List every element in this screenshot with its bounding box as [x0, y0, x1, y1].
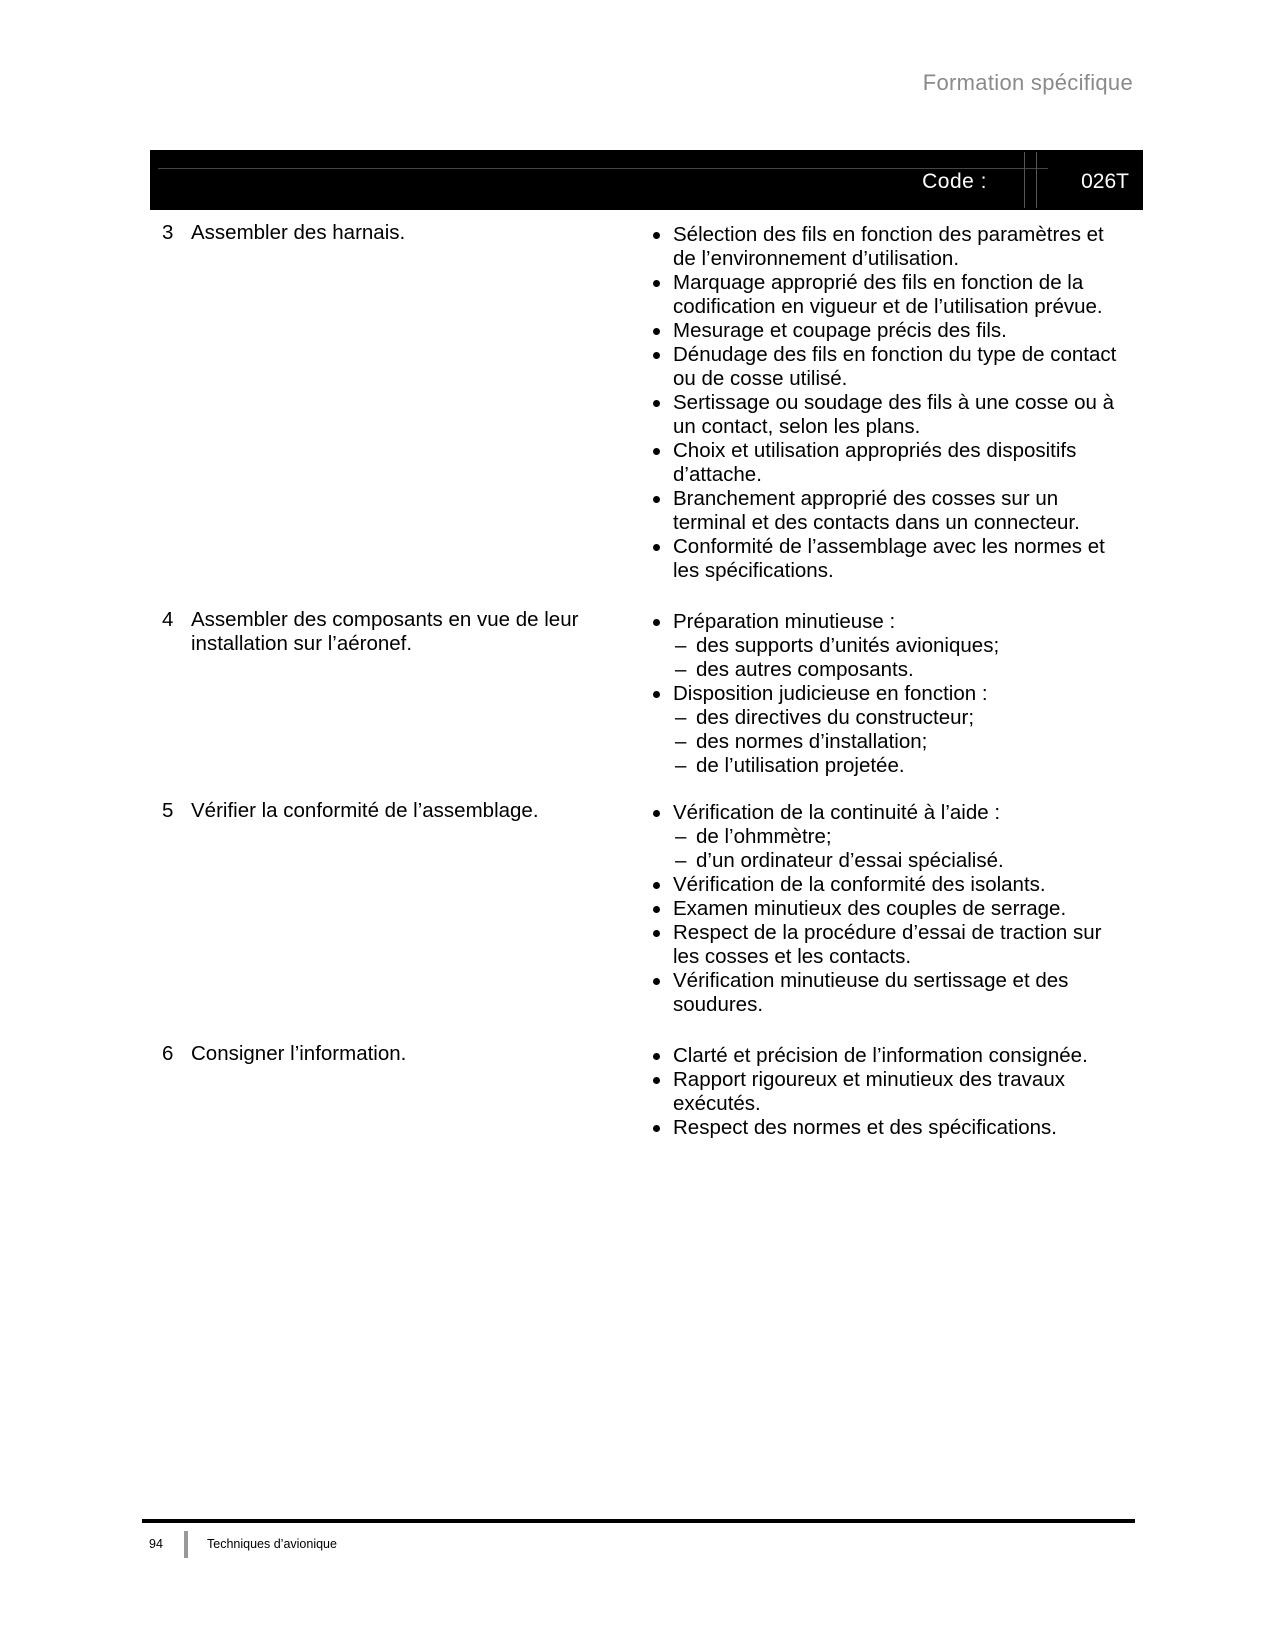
step-number: 3 — [162, 221, 174, 244]
criterion: Vérification minutieuse du sertissage et des soudures. — [650, 969, 1130, 1017]
sub-criterion: – des normes d’installation; — [650, 730, 1130, 754]
sub-criterion: – de l’ohmmètre; — [650, 825, 1130, 849]
footer-rule — [142, 1519, 1135, 1523]
criteria-list — [650, 801, 1130, 1017]
step-text: Consigner l’information. — [191, 1042, 407, 1065]
step-number: 4 — [162, 608, 174, 631]
criterion: Respect de la procédure d’essai de traction sur les cosses et les contacts. — [650, 921, 1130, 969]
code-separator — [1036, 152, 1037, 208]
running-header: Formation spécifique — [922, 70, 1133, 95]
code-value: 026T — [1081, 170, 1129, 193]
criterion: Disposition judicieuse en fonction : — [650, 682, 1130, 706]
code-bar — [150, 150, 1143, 210]
criterion: Préparation minutieuse : — [650, 610, 1130, 634]
criteria-list — [650, 223, 1130, 583]
criterion: Marquage approprié des fils en fonction de la codification en vigueur et de l’utilisation prévue. — [650, 271, 1130, 319]
step — [162, 221, 602, 245]
sub-criterion: – des supports d’unités avioniques; — [650, 634, 1130, 658]
criterion: Branchement approprié des cosses sur un terminal et des contacts dans un connecteur. — [650, 487, 1130, 535]
criterion: Respect des normes et des spécifications. — [650, 1116, 1130, 1140]
criterion: Sertissage ou soudage des fils à une cosse ou à un contact, selon les plans. — [650, 391, 1130, 439]
sub-criterion: – des directives du constructeur; — [650, 706, 1130, 730]
criterion: Examen minutieux des couples de serrage. — [650, 897, 1130, 921]
step — [162, 608, 602, 656]
criteria-list — [650, 1044, 1130, 1140]
code-label: Code : — [922, 170, 987, 193]
criterion: Sélection des fils en fonction des paramètres et de l’environnement d’utilisation. — [650, 223, 1130, 271]
sub-criterion: – des autres composants. — [650, 658, 1130, 682]
code-separator — [1024, 152, 1025, 208]
criterion: Conformité de l’assemblage avec les normes et les spécifications. — [650, 535, 1130, 583]
criterion: Choix et utilisation appropriés des dispositifs d’attache. — [650, 439, 1130, 487]
criterion: Rapport rigoureux et minutieux des travaux exécutés. — [650, 1068, 1130, 1116]
criterion: Dénudage des fils en fonction du type de contact ou de cosse utilisé. — [650, 343, 1130, 391]
criteria-list — [650, 610, 1130, 778]
step — [162, 1042, 602, 1066]
criterion: Vérification de la continuité à l’aide : — [650, 801, 1130, 825]
header-rule — [158, 168, 1048, 169]
footer-title: Techniques d’avionique — [207, 1537, 337, 1551]
step-number: 6 — [162, 1042, 174, 1065]
criterion: Mesurage et coupage précis des fils. — [650, 319, 1130, 343]
footer-separator — [184, 1531, 188, 1558]
step — [162, 799, 602, 823]
step-text: Vérifier la conformité de l’assemblage. — [191, 799, 539, 822]
step-text: Assembler des harnais. — [191, 221, 406, 244]
step-number: 5 — [162, 799, 174, 822]
criterion: Vérification de la conformité des isolants. — [650, 873, 1130, 897]
step-text: Assembler des composants en vue de leur installation sur l’aéronef. — [191, 608, 579, 655]
sub-criterion: – de l’utilisation projetée. — [650, 754, 1130, 778]
page-number: 94 — [149, 1537, 163, 1551]
sub-criterion: – d’un ordinateur d’essai spécialisé. — [650, 849, 1130, 873]
criterion: Clarté et précision de l’information consignée. — [650, 1044, 1130, 1068]
